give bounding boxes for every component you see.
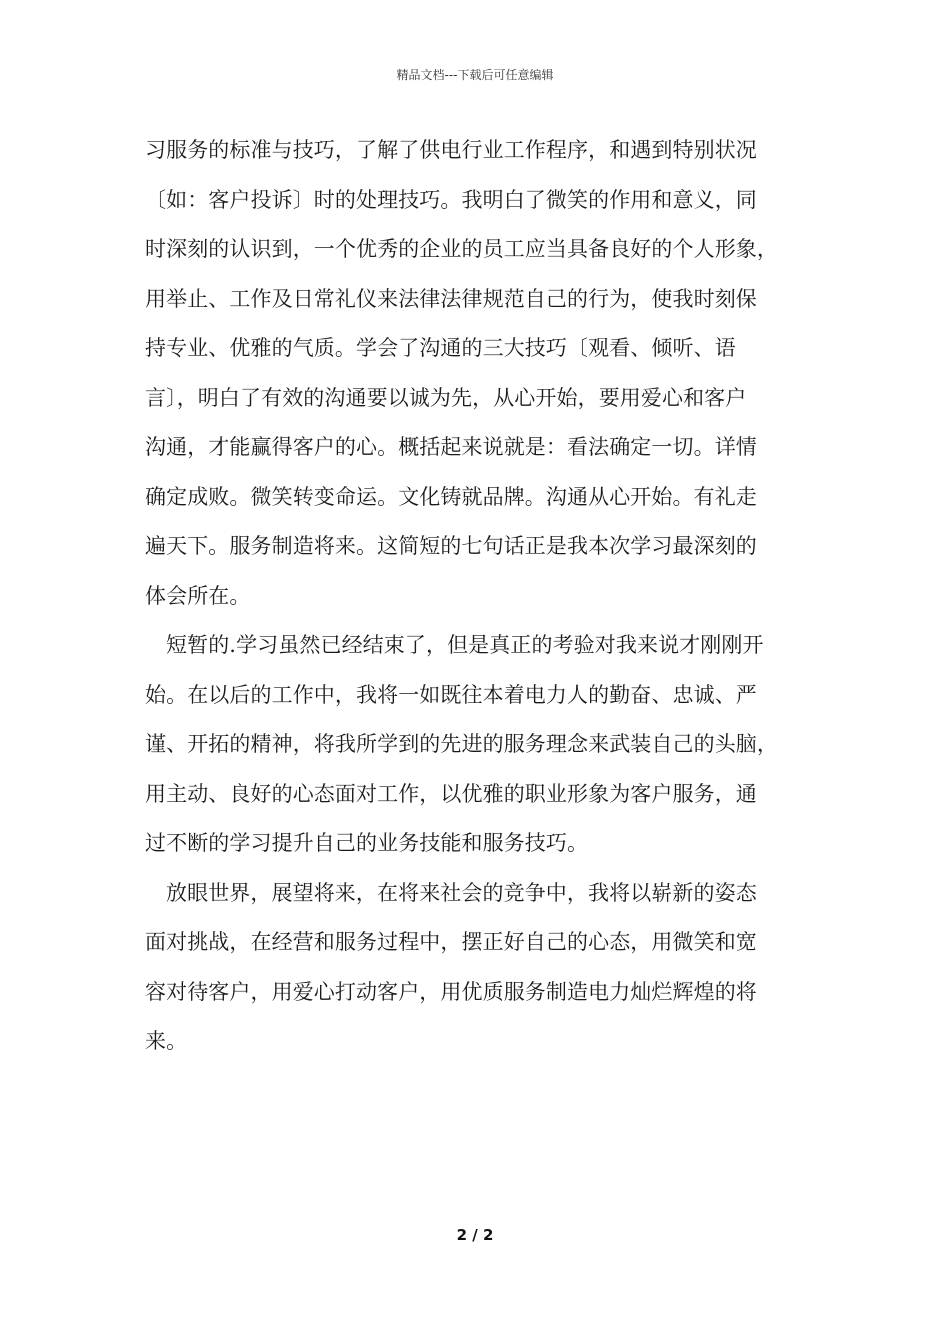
text-line: 容对待客户，用爱心打动客户，用优质服务制造电力灿烂辉煌的将	[145, 979, 757, 1004]
text-line: 〔如：客户投诉〕时的处理技巧。我明白了微笑的作用和意义，同	[145, 187, 757, 212]
paragraph-1	[145, 126, 815, 621]
text-line: 面对挑战，在经营和服务过程中，摆正好自己的心态，用微笑和宽	[145, 930, 757, 954]
text-line: 体会所在。	[145, 583, 251, 608]
text-line: 言〕，明白了有效的沟通要以诚为先，从心开始，要用爱心和客户	[145, 385, 747, 410]
text-line: 时深刻的认识到，一个优秀的企业的员工应当具备良好的个人形象，	[145, 237, 778, 261]
text-line: 用主动、良好的心态面对工作，以优雅的职业形象为客户服务，通	[145, 781, 757, 806]
document-body	[145, 126, 815, 1067]
text-line: 沟通，才能赢得客户的心。概括起来说就是：看法确定一切。详情	[145, 435, 757, 459]
text-line: 始。在以后的工作中，我将一如既往本着电力人的勤奋、忠诚、严	[145, 682, 757, 707]
text-line: 短暂的.学习虽然已经结束了，但是真正的考验对我来说才刚刚开	[166, 633, 764, 657]
text-line: 放眼世界，展望将来，在将来社会的竞争中，我将以崭新的姿态	[166, 880, 757, 905]
text-line: 习服务的标准与技巧，了解了供电行业工作程序，和遇到特别状况	[145, 138, 757, 162]
page-header: 精品文档---下载后可任意编辑	[396, 68, 554, 82]
paragraph-3	[145, 869, 815, 1067]
text-line: 遍天下。服务制造将来。这简短的七句话正是我本次学习最深刻的	[145, 534, 757, 558]
text-line: 确定成败。微笑转变命运。文化铸就品牌。沟通从心开始。有礼走	[145, 484, 757, 509]
text-line: 持专业、优雅的气质。学会了沟通的三大技巧〔观看、倾听、语	[145, 336, 736, 360]
text-line: 谨、开拓的精神，将我所学到的先进的服务理念来武装自己的头脑，	[145, 732, 778, 756]
text-line: 来。	[145, 1029, 188, 1053]
paragraph-2	[145, 621, 815, 869]
page-number: 2 / 2	[456, 1226, 494, 1244]
text-line: 过不断的学习提升自己的业务技能和服务技巧。	[145, 831, 589, 855]
text-line: 用举止、工作及日常礼仪来法律法律规范自己的行为，使我时刻保	[145, 286, 757, 311]
